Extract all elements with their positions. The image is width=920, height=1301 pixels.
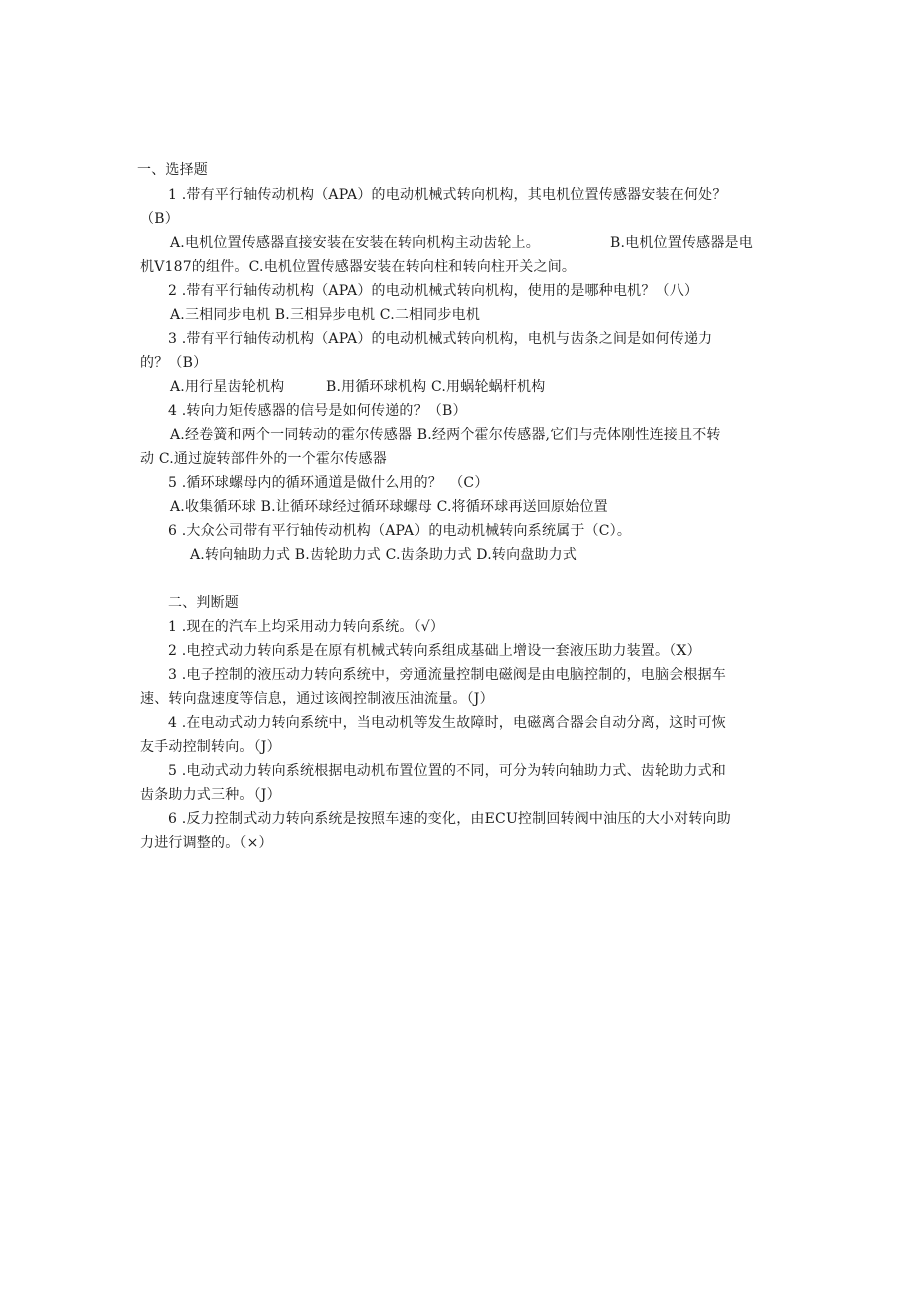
- question-5-stem: 5 .循环球螺母内的循环通道是做什么用的？ （C）: [168, 475, 489, 491]
- judgment-2: 2 .电控式动力转向系是在原有机械式转向系组成基础上增设一套液压助力装置。（X）: [168, 643, 701, 659]
- question-1-option-b: B.电机位置传感器是电: [610, 235, 753, 251]
- question-1-option-c: 机V187的组件。C.电机位置传感器安装在转向柱和转向柱开关之间。: [140, 259, 577, 275]
- section-heading-choice: 一、选择题: [137, 162, 208, 178]
- question-1-option-a: A.电机位置传感器直接安装在安装在转向机构主动齿轮上。: [170, 235, 540, 251]
- section-heading-judgment: 二、判断题: [168, 595, 239, 611]
- question-3-option-a: A.用行星齿轮机构: [170, 379, 285, 395]
- question-1-answer: （B）: [140, 211, 179, 227]
- question-3-answer: 的？（B）: [140, 355, 208, 371]
- question-4-option-ab: A.经卷簧和两个一同转动的霍尔传感器 B.经两个霍尔传感器,它们与壳体刚性连接且不转: [170, 427, 721, 443]
- question-2-options: A.三相同步电机 B.三相异步电机 C.二相同步电机: [170, 307, 481, 323]
- question-4-option-c: 动 C.通过旋转部件外的一个霍尔传感器: [140, 451, 387, 467]
- question-3-option-bc: B.用循环球机构 C.用蜗轮蜗杆机构: [326, 379, 546, 395]
- judgment-1: 1 .现在的汽车上均采用动力转向系统。（√）: [168, 619, 445, 635]
- judgment-4-line-1: 4 .在电动式动力转向系统中，当电动机等发生故障时，电磁离合器会自动分离，这时可恢: [168, 715, 727, 731]
- question-6-options: A.转向轴助力式 B.齿轮助力式 C.齿条助力式 D.转向盘助力式: [190, 547, 578, 563]
- question-2-stem: 2 .带有平行轴传动机构（APA）的电动机械式转向机构，使用的是哪种电机？（八）: [168, 283, 699, 299]
- question-1-stem: 1 .带有平行轴传动机构（APA）的电动机械式转向机构，其电机位置传感器安装在何处？: [168, 187, 727, 203]
- judgment-6-line-2: 力进行调整的。（×）: [140, 835, 273, 851]
- question-6-stem: 6 .大众公司带有平行轴传动机构（APA）的电动机械转向系统属于（C）。: [168, 523, 632, 539]
- judgment-5-line-1: 5 .电动式动力转向系统根据电动机布置位置的不同，可分为转向轴助力式、齿轮助力式和: [168, 763, 727, 779]
- question-5-options: A.收集循环球 B.让循环球经过循环球螺母 C.将循环球再送回原始位置: [170, 499, 608, 515]
- judgment-3-line-2: 速、转向盘速度等信息，通过该阀控制液压油流量。（J）: [140, 691, 494, 707]
- judgment-3-line-1: 3 .电子控制的液压动力转向系统中，旁通流量控制电磁阀是由电脑控制的，电脑会根据车: [168, 667, 727, 683]
- judgment-6-line-1: 6 .反力控制式动力转向系统是按照车速的变化，由ECU控制回转阀中油压的大小对转向助: [168, 811, 731, 827]
- judgment-4-line-2: 友手动控制转向。（J）: [140, 739, 281, 755]
- judgment-5-line-2: 齿条助力式三种。（J）: [140, 787, 281, 803]
- question-4-stem: 4 .转向力矩传感器的信号是如何传递的？（B）: [168, 403, 467, 419]
- question-3-stem: 3 .带有平行轴传动机构（APA）的电动机械式转向机构，电机与齿条之间是如何传递力: [168, 331, 713, 347]
